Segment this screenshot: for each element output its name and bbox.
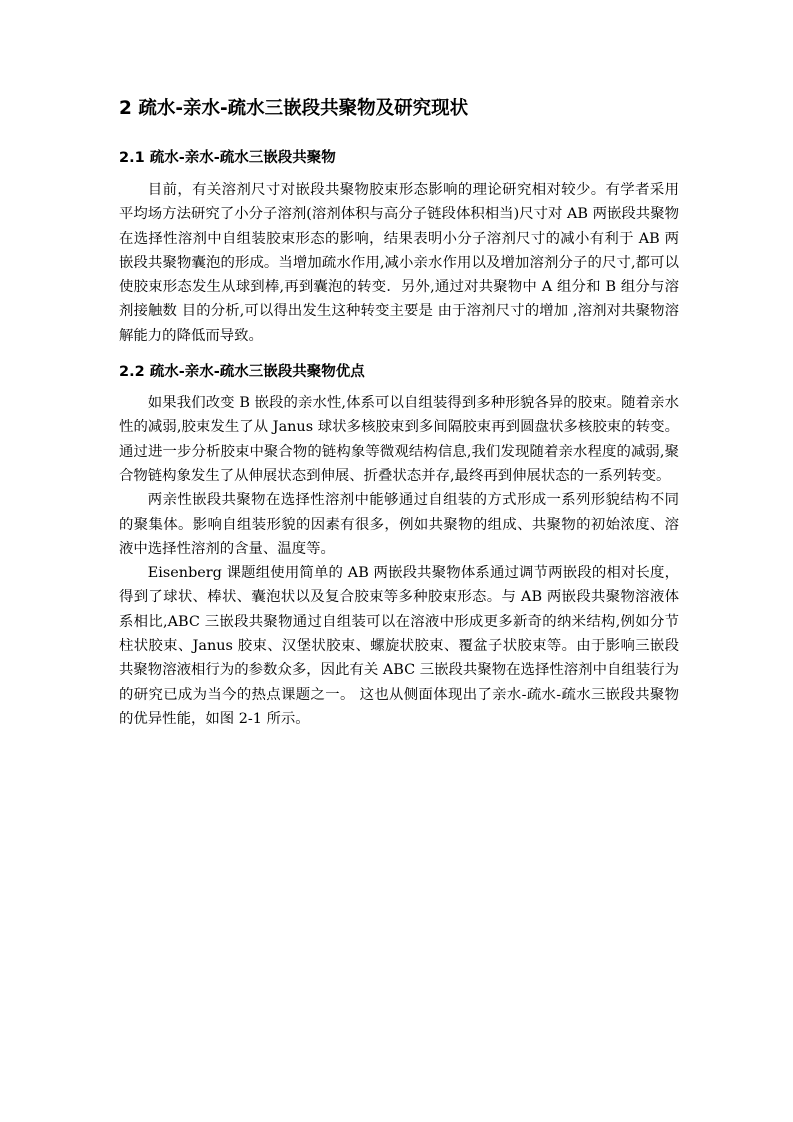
chapter-heading: 2 疏水-亲水-疏水三嵌段共聚物及研究现状 (119, 98, 469, 119)
section-heading-2-2: 2.2 疏水-亲水-疏水三嵌段共聚物优点 (119, 364, 365, 381)
paragraph-amphiphilic-assembly: 两亲性嵌段共聚物在选择性溶剂中能够通过自组装的方式形成一系列形貌结构不同的聚集体。影响自组装形貌的因素有很多，例如共聚物的组成、共聚物的初始浓度、溶液中选择性溶剂的含量、温度等。 (119, 492, 679, 557)
page-content (119, 92, 679, 731)
paragraph-solvent-size: 目前，有关溶剂尺寸对嵌段共聚物胶束形态影响的理论研究相对较少。有学者采用平均场方法研究了小分子溶剂(溶剂体积与高分子链段体积相当)尺寸对 AB 两嵌段共聚物在选择性溶剂中自组装胶束形态的影响，结果表明小分子溶剂尺寸的减小有利于 AB 两嵌段共聚物囊泡的形成。当增加疏水作用,减小亲水作用以及增加溶剂分子的尺寸,都可以使胶束形态发生从球到棒,再到囊泡的转变．另外,通过对共聚物中 A 组分和 B 组分与溶剂接触数 目的分析,可以得出发生这种转变主要是 由于溶剂尺寸的增加 ,溶剂对共聚物溶解能力的降低而导致。 (119, 182, 679, 344)
paragraph-eisenberg: Eisenberg 课题组使用简单的 AB 两嵌段共聚物体系通过调节两嵌段的相对长度，得到了球状、棒状、囊泡状以及复合胶束等多种胶束形态。与 AB 两嵌段共聚物溶液体系相比,ABC 三嵌段共聚物通过自组装可以在溶液中形成更多新奇的纳米结构,例如分节柱状胶束、Janus 胶束、汉堡状胶束、螺旋状胶束、覆盆子状胶束等。由于影响三嵌段共聚物溶液相行为的参数众多，因此有关 ABC 三嵌段共聚物在选择性溶剂中自组装行为的研究已成为当今的热点课题之一。 这也从侧面体现出了亲水-疏水-疏水三嵌段共聚物的优异性能，如图 2-1 所示。 (119, 565, 679, 727)
section-heading-2-1: 2.1 疏水-亲水-疏水三嵌段共聚物 (119, 150, 336, 166)
paragraph-hydrophilicity: 如果我们改变 B 嵌段的亲水性,体系可以自组装得到多种形貌各异的胶束。随着亲水性的减弱,胶束发生了从 Janus 球状多核胶束到多间隔胶束再到圆盘状多核胶束的转变。通过进一步分析胶束中聚合物的链构象等微观结构信息,我们发现随着亲水程度的减弱,聚合物链构象发生了从伸展状态到伸展、折叠状态并存,最终再到伸展状态的一系列转变。 (119, 395, 679, 484)
